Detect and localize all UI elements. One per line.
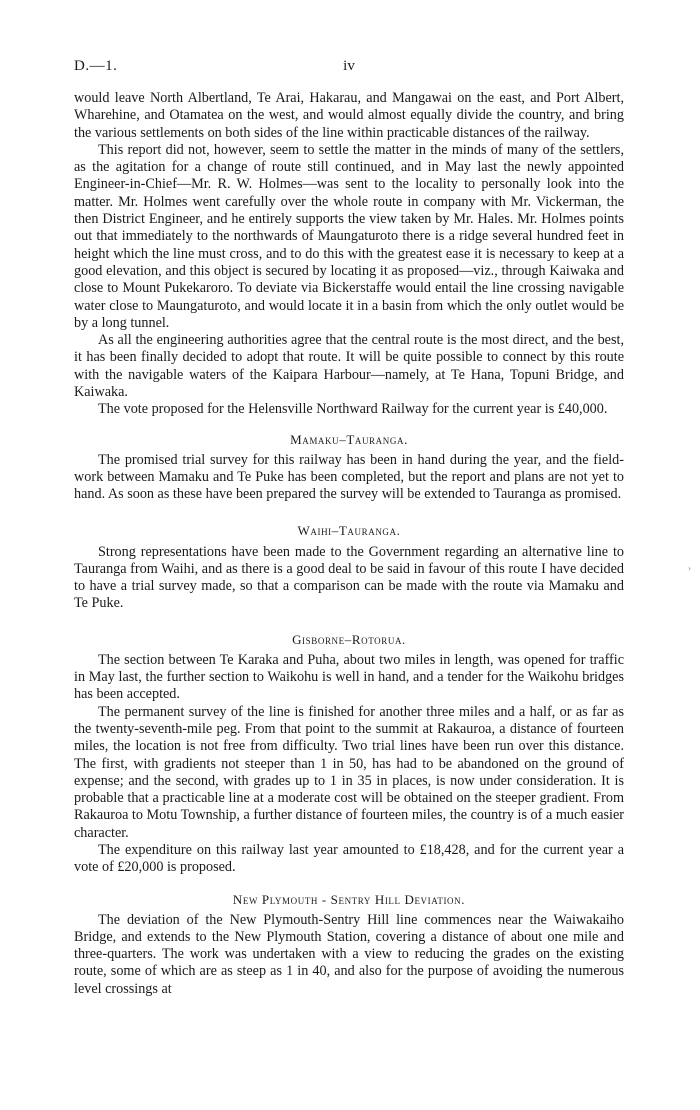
paragraph-waihi-survey: Strong representations have been made to the Government regarding an alternative line to Tauranga from Waihi, and as there is a good deal to be said in favour of this route I have decided to have a trial survey made, so that a comparison can be made with the route via Mamaku and Te Puke. bbox=[74, 543, 624, 612]
document-page bbox=[74, 58, 624, 998]
paragraph-continuation: would leave North Albertland, Te Arai, Hakarau, and Mangawai on the east, and Port Albert, Wharehine, and Otamatea on the west, and would almost equally divide the country, and bring the various settlements on both sides of the line within practicable distances of the railway. bbox=[74, 90, 624, 141]
heading-new-plymouth-deviation: New Plymouth - Sentry Hill Deviation. bbox=[232, 891, 466, 907]
paragraph-central-route: As all the engineering authorities agree that the central route is the most direct, and the best, it has been finally decided to adopt that route. It will be quite possible to connect by this route with the navigable waters of the Kaipara Harbour—namely, at Te Hana, Topuni Bridge, and Kaiwaka. bbox=[74, 332, 624, 401]
paragraph-helensville-vote: The vote proposed for the Helensville Northward Railway for the current year is £40,000. bbox=[98, 401, 608, 418]
document-code: D.—1. bbox=[74, 58, 118, 74]
paragraph-mamaku-survey: The promised trial survey for this railway has been in hand during the year, and the field-work between Mamaku and Te Puke has been completed, but the report and plans are not yet to hand. As soon as these have been prepared the survey will be extended to Tauranga as promised. bbox=[74, 451, 624, 503]
paragraph-gisborne-expenditure: The expenditure on this railway last year amounted to £18,428, and for the current year a vote of £20,000 is proposed. bbox=[74, 841, 624, 876]
page-number: iv bbox=[343, 58, 355, 74]
paragraph-permanent-survey: The permanent survey of the line is finished for another three miles and a half, or as far as the twenty-seventh-mile peg. From that point to the summit at Rakauroa, a distance of fourteen miles, the location is not free from difficulty. Two trial lines have been run over this distance. The first, with gradients not steeper than 1 in 50, has had to be abandoned on the ground of expense; and the second, with grades up to 1 in 35 in places, is now under consideration. It is probable that a practicable line at a moderate cost will be obtained on the steeper gradient. From Rakauroa to Motu Township, a further distance of fourteen miles, the country is of a much easier character. bbox=[74, 703, 624, 841]
margin-mark: › bbox=[688, 563, 691, 573]
heading-mamaku-tauranga: Mamaku–Tauranga. bbox=[290, 431, 408, 447]
paragraph-new-plymouth-deviation: The deviation of the New Plymouth-Sentry Hill line commences near the Waiwakaiho Bridge, and extends to the New Plymouth Station, covering a distance of about one mile and three-quarters. The work was undertaken with a view to reducing the grades on the existing route, some of which are as steep as 1 in 40, and also for the purpose of avoiding the numerous level crossings at bbox=[74, 911, 624, 997]
heading-waihi-tauranga: Waihi–Tauranga. bbox=[297, 522, 401, 538]
heading-gisborne-rotorua: Gisborne–Rotorua. bbox=[292, 631, 406, 647]
paragraph-holmes-report: This report did not, however, seem to settle the matter in the minds of many of the settlers, as the agitation for a change of route still continued, and in May last the newly appointed Engineer-in-Chief—Mr. R. W. Holmes—was sent to the locality to personally look into the matter. Mr. Holmes went carefully over the whole route in company with Mr. Vickerman, the then District Engineer, and he entirely supports the view taken by Mr. Hales. Mr. Holmes points out that immediately to the northwards of Maungaturoto there is a ridge several hundred feet in height which the line must cross, and to do this with the greatest ease it is necessary to keep at a good elevation, and this object is secured by locating it as proposed—viz., through Kaiwaka and close to Mount Pukekaroro. To deviate via Bickerstaffe would entail the line crossing navigable water close to Maungaturoto, and would locate it in a basin from which the only outlet would be by a long tunnel. bbox=[74, 141, 624, 331]
page-header bbox=[74, 58, 624, 80]
paragraph-te-karaka-puha: The section between Te Karaka and Puha, about two miles in length, was opened for traffic in May last, the further section to Waikohu is well in hand, and a tender for the Waikohu bridges has been accepted. bbox=[74, 651, 624, 703]
